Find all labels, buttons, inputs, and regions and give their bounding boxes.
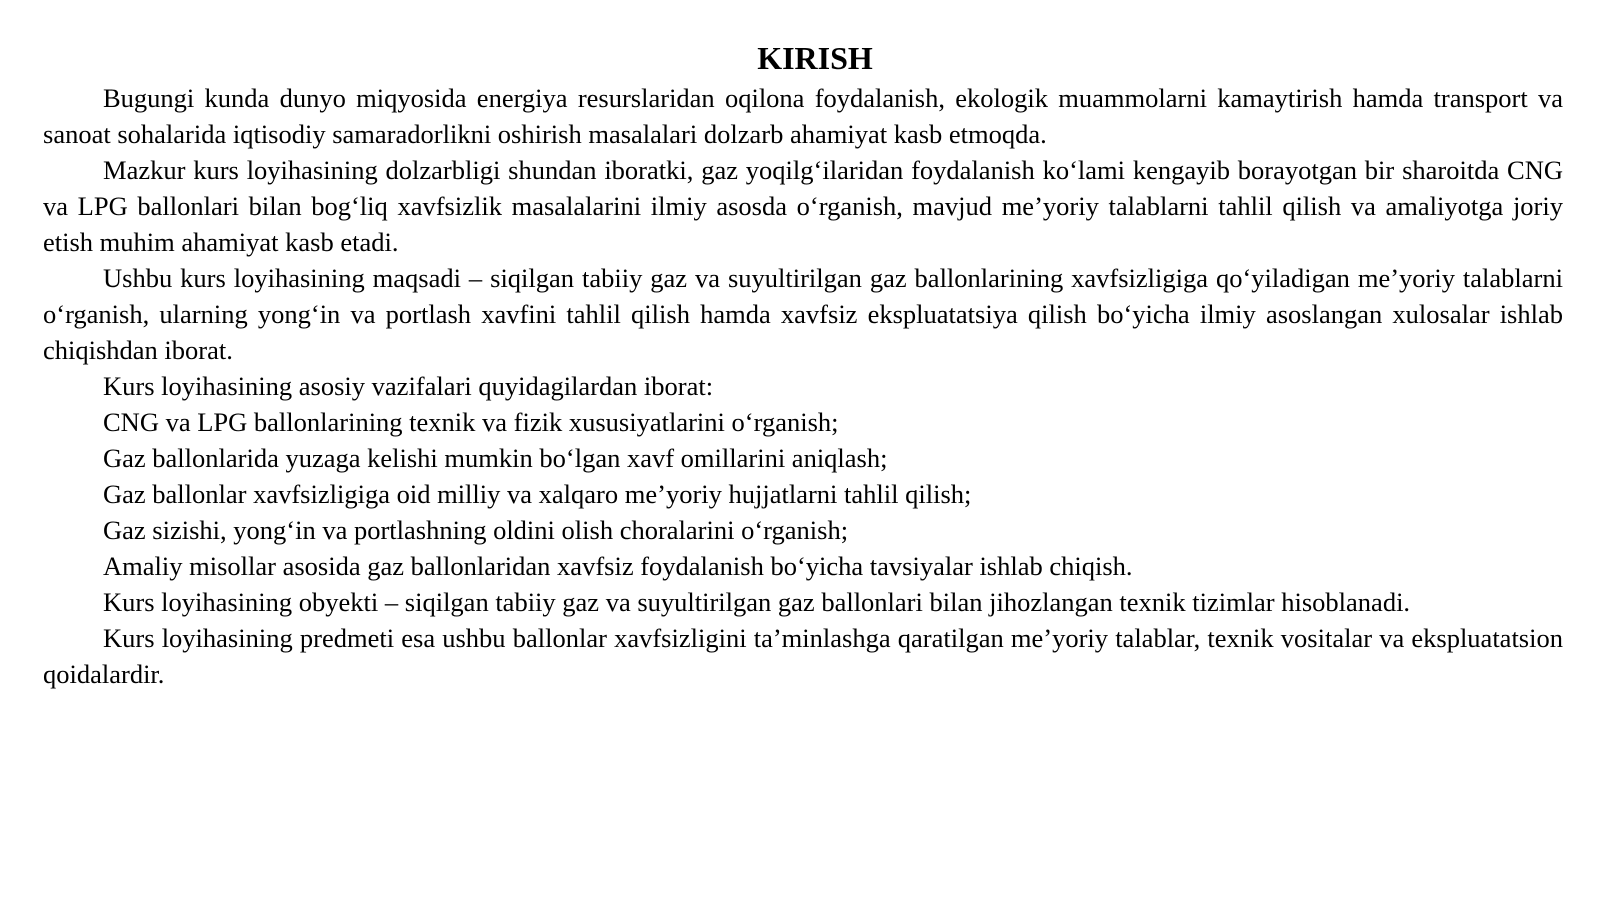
task-item: Amaliy misollar asosida gaz ballonlaridan xavfsiz foydalanish bo‘yicha tavsiyalar ishlab chiqish. bbox=[103, 551, 1133, 581]
intro-paragraph: Bugungi kunda dunyo miqyosida energiya resurslaridan oqilona foydalanish, ekologik muammolarni kamaytirish hamda transport va sanoat sohalarida iqtisodiy samaradorlikni oshirish masalalari dolzarb ahamiyat kasb etmoqda. bbox=[43, 83, 1563, 149]
document-body bbox=[43, 36, 1563, 692]
object-paragraph: Kurs loyihasining obyekti – siqilgan tabiiy gaz va suyultirilgan gaz ballonlari bilan jihozlangan texnik tizimlar hisoblanadi. bbox=[103, 587, 1411, 617]
task-item: Gaz sizishi, yong‘in va portlashning oldini olish choralarini o‘rganish; bbox=[103, 515, 849, 545]
task-item: Gaz ballonlar xavfsizligiga oid milliy va xalqaro me’yoriy hujjatlarni tahlil qilish; bbox=[103, 479, 972, 509]
subject-paragraph: Kurs loyihasining predmeti esa ushbu ballonlar xavfsizligini ta’minlashga qaratilgan me’yoriy talablar, texnik vositalar va ekspluatatsion qoidalardir. bbox=[43, 623, 1563, 689]
relevance-paragraph: Mazkur kurs loyihasining dolzarbligi shundan iboratki, gaz yoqilg‘ilaridan foydalanish ko‘lami kengayib borayotgan bir sharoitda CNG va LPG ballonlari bilan bog‘liq xavfsizlik masalalarini ilmiy asosda o‘rganish, mavjud me’yoriy talablarni tahlil qilish va amaliyotga joriy etish muhim ahamiyat kasb etadi. bbox=[43, 155, 1563, 257]
task-item: Gaz ballonlarida yuzaga kelishi mumkin bo‘lgan xavf omillarini aniqlash; bbox=[103, 443, 888, 473]
page-title: KIRISH bbox=[757, 40, 873, 76]
goal-paragraph: Ushbu kurs loyihasining maqsadi – siqilgan tabiiy gaz va suyultirilgan gaz ballonlarining xavfsizligiga qo‘yiladigan me’yoriy talablarni o‘rganish, ularning yong‘in va portlash xavfini tahlil qilish hamda xavfsiz ekspluatatsiya qilish bo‘yicha ilmiy asoslangan xulosalar ishlab chiqishdan iborat. bbox=[43, 263, 1563, 365]
task-item: CNG va LPG ballonlarining texnik va fizik xususiyatlarini o‘rganish; bbox=[103, 407, 839, 437]
tasks-intro: Kurs loyihasining asosiy vazifalari quyidagilardan iborat: bbox=[103, 371, 714, 401]
